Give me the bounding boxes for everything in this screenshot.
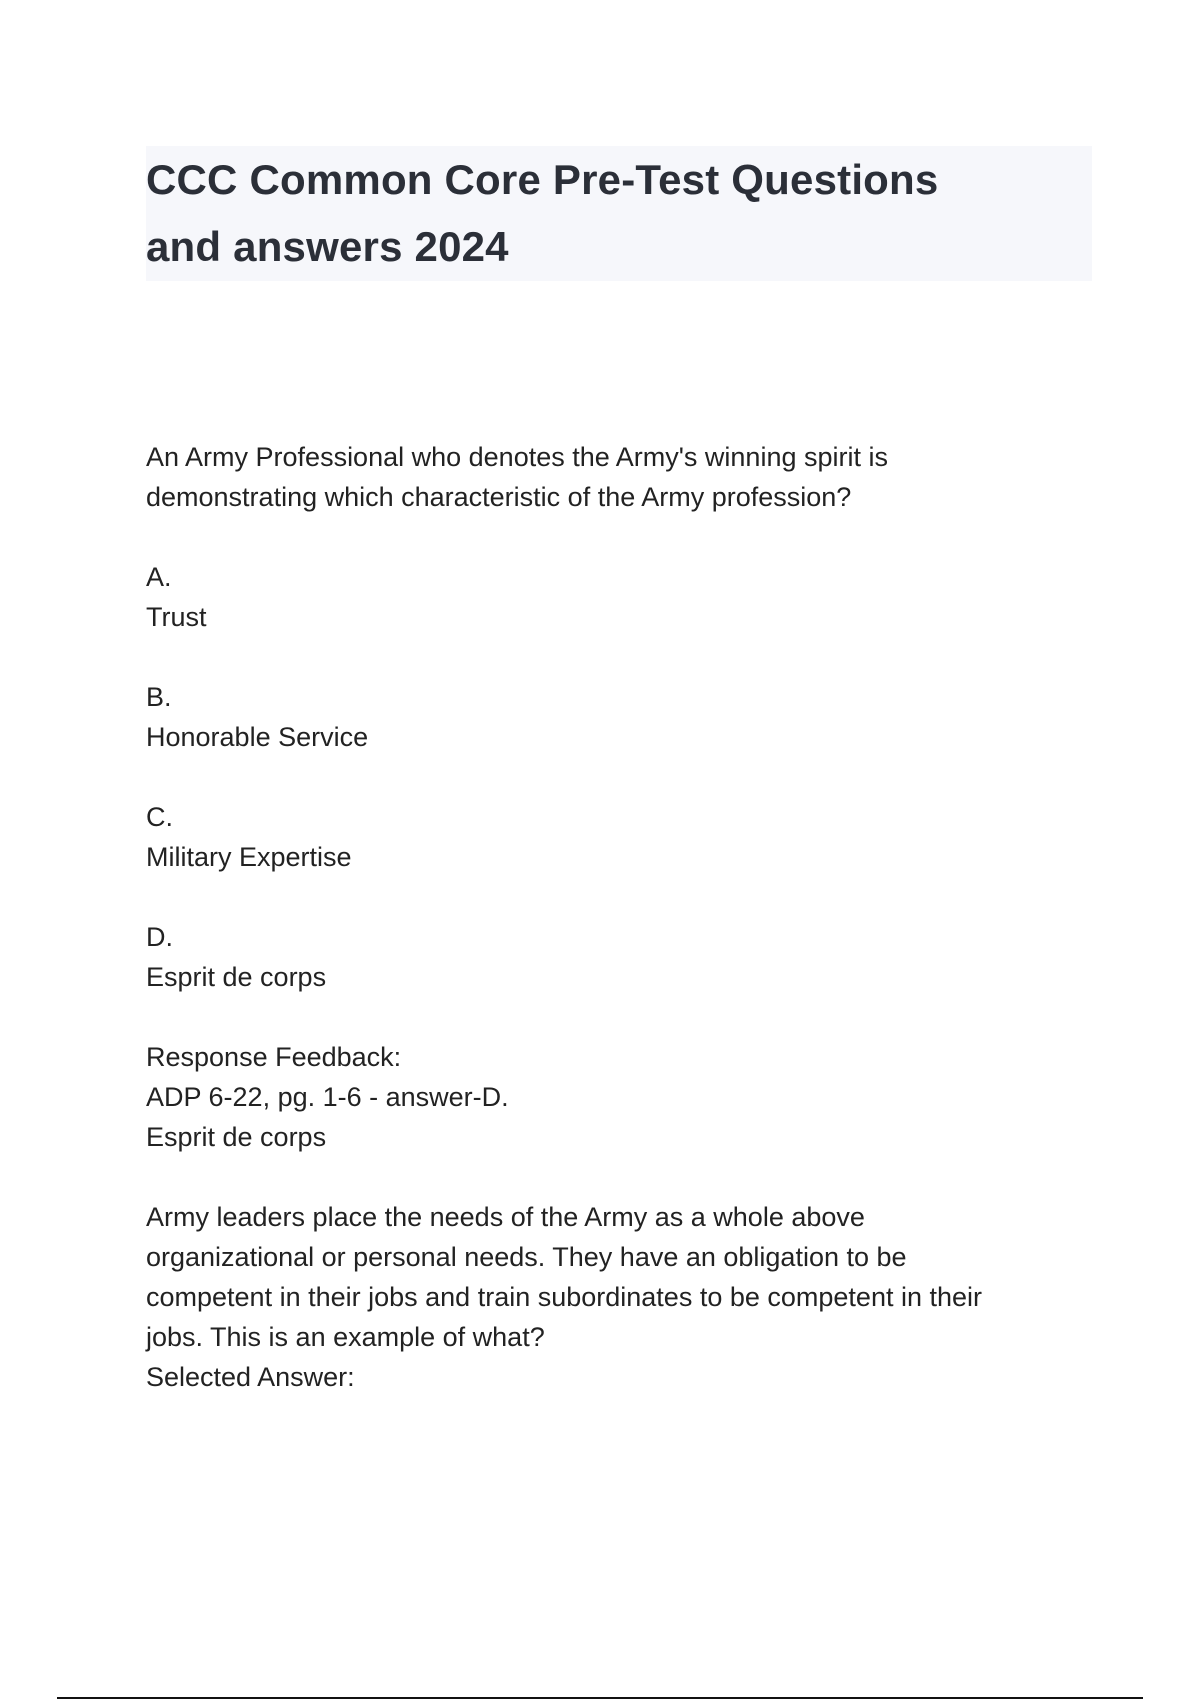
option-c-text: Military Expertise	[146, 842, 352, 872]
question-2-line: Army leaders place the needs of the Army as a whole above	[146, 1202, 865, 1232]
option-a-text: Trust	[146, 602, 207, 632]
option-a-letter: A.	[146, 562, 172, 592]
response-feedback	[146, 1037, 1096, 1157]
question-2-line: competent in their jobs and train subordinates to be competent in their	[146, 1282, 982, 1312]
question-2-line: jobs. This is an example of what?	[146, 1322, 545, 1352]
option-b	[146, 677, 1096, 757]
option-b-letter: B.	[146, 682, 172, 712]
option-a	[146, 557, 1096, 637]
feedback-reference: ADP 6-22, pg. 1-6 - answer-D.	[146, 1082, 509, 1112]
feedback-answer: Esprit de corps	[146, 1122, 327, 1152]
question-2-line: organizational or personal needs. They have an obligation to be	[146, 1242, 907, 1272]
title-block	[146, 146, 1092, 281]
question-1-prompt: An Army Professional who denotes the Army's winning spirit is demonstrating which characteristic of the Army profession?	[146, 442, 888, 512]
question-2	[146, 1197, 1096, 1397]
option-d-letter: D.	[146, 922, 173, 952]
feedback-label: Response Feedback:	[146, 1042, 402, 1072]
option-d-text: Esprit de corps	[146, 962, 327, 992]
option-b-text: Honorable Service	[146, 722, 369, 752]
option-c-letter: C.	[146, 802, 173, 832]
option-c	[146, 797, 1096, 877]
footer-divider	[57, 1697, 1143, 1699]
selected-answer-label: Selected Answer:	[146, 1362, 355, 1392]
option-d	[146, 917, 1096, 997]
document-title: CCC Common Core Pre-Test Questions and answers 2024	[146, 156, 939, 270]
document-body	[146, 437, 1096, 1397]
